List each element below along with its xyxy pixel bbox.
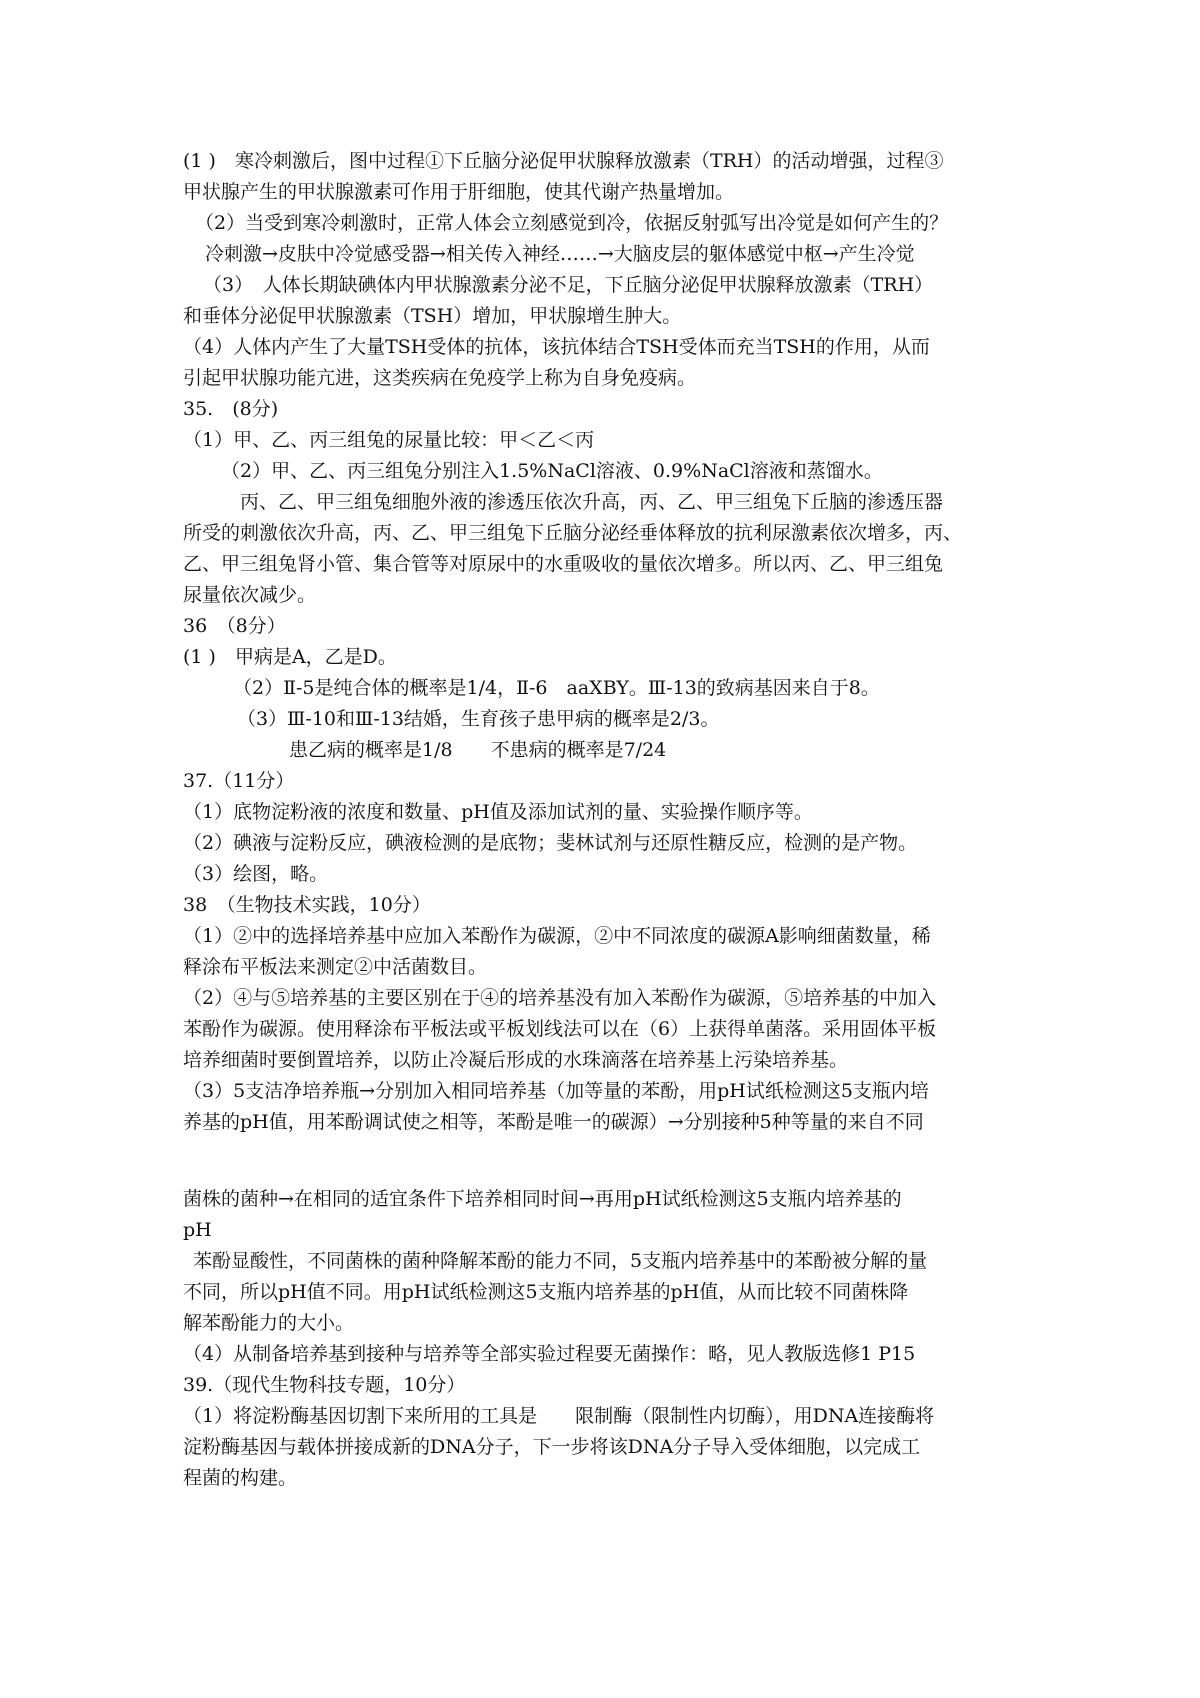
text-line: 冷刺激→皮肤中冷觉感受器→相关传入神经……→大脑皮层的躯体感觉中枢→产生冷觉 [205, 243, 915, 265]
text-line: （3） 人体长期缺碘体内甲状腺激素分泌不足，下丘脑分泌促甲状腺释放激素（TRH） [203, 274, 934, 296]
text-line: （3）5支洁净培养瓶→分别加入相同培养基（加等量的苯酚，用pH试纸检测这5支瓶内培 [183, 1080, 929, 1102]
text-line: pH [183, 1219, 212, 1241]
text-line: （2）④与⑤培养基的主要区别在于④的培养基没有加入苯酚作为碳源，⑤培养基的中加入 [183, 987, 937, 1009]
text-line: （2）甲、乙、丙三组兔分别注入1.5%NaCl溶液、0.9%NaCl溶液和蒸馏水。 [221, 460, 883, 482]
text-line: 所受的刺激依次升高，丙、乙、甲三组兔下丘脑分泌经垂体释放的抗利尿激素依次增多，丙、 [183, 522, 963, 544]
text-line: 菌株的菌种→在相同的适宜条件下培养相同时间→再用pH试纸检测这5支瓶内培养基的 [183, 1188, 902, 1210]
text-line: 尿量依次减少。 [183, 584, 317, 606]
question-heading-37: 37.（11分） [183, 770, 295, 792]
text-line: （2）碘液与淀粉反应，碘液检测的是底物；斐林试剂与还原性糖反应，检测的是产物。 [183, 832, 918, 854]
text-line: （1）甲、乙、丙三组兔的尿量比较：甲＜乙＜丙 [183, 429, 595, 451]
text-line: (1 ) 寒冷刺激后，图中过程①下丘脑分泌促甲状腺释放激素（TRH）的活动增强，过程③ [183, 150, 944, 172]
text-line: 培养细菌时要倒置培养，以防止冷凝后形成的水珠滴落在培养基上污染培养基。 [183, 1049, 849, 1071]
text-line: 不同，所以pH值不同。用pH试纸检测这5支瓶内培养基的pH值，从而比较不同菌株降 [183, 1281, 909, 1303]
text-line: (1 ) 甲病是A，乙是D。 [183, 646, 397, 668]
text-line: 淀粉酶基因与载体拼接成新的DNA分子，下一步将该DNA分子导入受体细胞，以完成工 [183, 1436, 921, 1458]
text-line: 引起甲状腺功能亢进，这类疾病在免疫学上称为自身免疫病。 [183, 367, 697, 389]
question-heading-39: 39.（现代生物科技专题，10分） [183, 1374, 466, 1396]
text-line: 程菌的构建。 [183, 1467, 298, 1489]
answer-section-lower [183, 1184, 1033, 1494]
question-heading-35: 35. (8分) [183, 398, 279, 420]
answer-section-upper [183, 146, 1033, 1138]
text-line: （1）底物淀粉液的浓度和数量、pH值及添加试剂的量、实验操作顺序等。 [183, 801, 813, 823]
text-line: （1）②中的选择培养基中应加入苯酚作为碳源，②中不同浓度的碳源A影响细菌数量，稀 [183, 925, 931, 947]
text-line: （2）Ⅱ-5是纯合体的概率是1/4，Ⅱ-6 aaXBY。Ⅲ-13的致病基因来自于8。 [233, 677, 880, 699]
text-line: （3）绘图，略。 [183, 863, 329, 885]
text-line: （3）Ⅲ-10和Ⅲ-13结婚，生育孩子患甲病的概率是2/3。 [237, 708, 720, 730]
text-line: 患乙病的概率是1/8 不患病的概率是7/24 [289, 739, 667, 761]
text-line: 乙、甲三组兔肾小管、集合管等对原尿中的水重吸收的量依次增多。所以丙、乙、甲三组兔 [183, 553, 944, 575]
text-line: 和垂体分泌促甲状腺激素（TSH）增加，甲状腺增生肿大。 [183, 305, 682, 327]
text-line: （1）将淀粉酶基因切割下来所用的工具是 限制酶（限制性内切酶），用DNA连接酶将 [183, 1405, 935, 1427]
question-heading-38: 38 （生物技术实践，10分） [183, 894, 431, 916]
text-line: 苯酚显酸性，不同菌株的菌种降解苯酚的能力不同，5支瓶内培养基中的苯酚被分解的量 [193, 1250, 928, 1272]
text-line: 养基的pH值，用苯酚调试使之相等，苯酚是唯一的碳源）→分别接种5种等量的来自不同 [183, 1111, 924, 1133]
text-line: 丙、乙、甲三组兔细胞外液的渗透压依次升高，丙、乙、甲三组兔下丘脑的渗透压器 [240, 491, 944, 513]
text-line: 甲状腺产生的甲状腺激素可作用于肝细胞，使其代谢产热量增加。 [183, 181, 735, 203]
text-line: 释涂布平板法来测定②中活菌数目。 [183, 956, 488, 978]
text-line: 苯酚作为碳源。使用释涂布平板法或平板划线法可以在（6）上获得单菌落。采用固体平板 [183, 1018, 937, 1040]
question-heading-36: 36 （8分） [183, 615, 286, 637]
text-line: （4）从制备培养基到接种与培养等全部实验过程要无菌操作：略，见人教版选修1 P15 [183, 1343, 916, 1365]
text-line: （2）当受到寒冷刺激时，正常人体会立刻感觉到冷，依据反射弧写出冷觉是如何产生的？ [195, 212, 949, 234]
text-line: （4）人体内产生了大量TSH受体的抗体，该抗体结合TSH受体而充当TSH的作用，从而 [183, 336, 930, 358]
text-line: 解苯酚能力的大小。 [183, 1312, 355, 1334]
